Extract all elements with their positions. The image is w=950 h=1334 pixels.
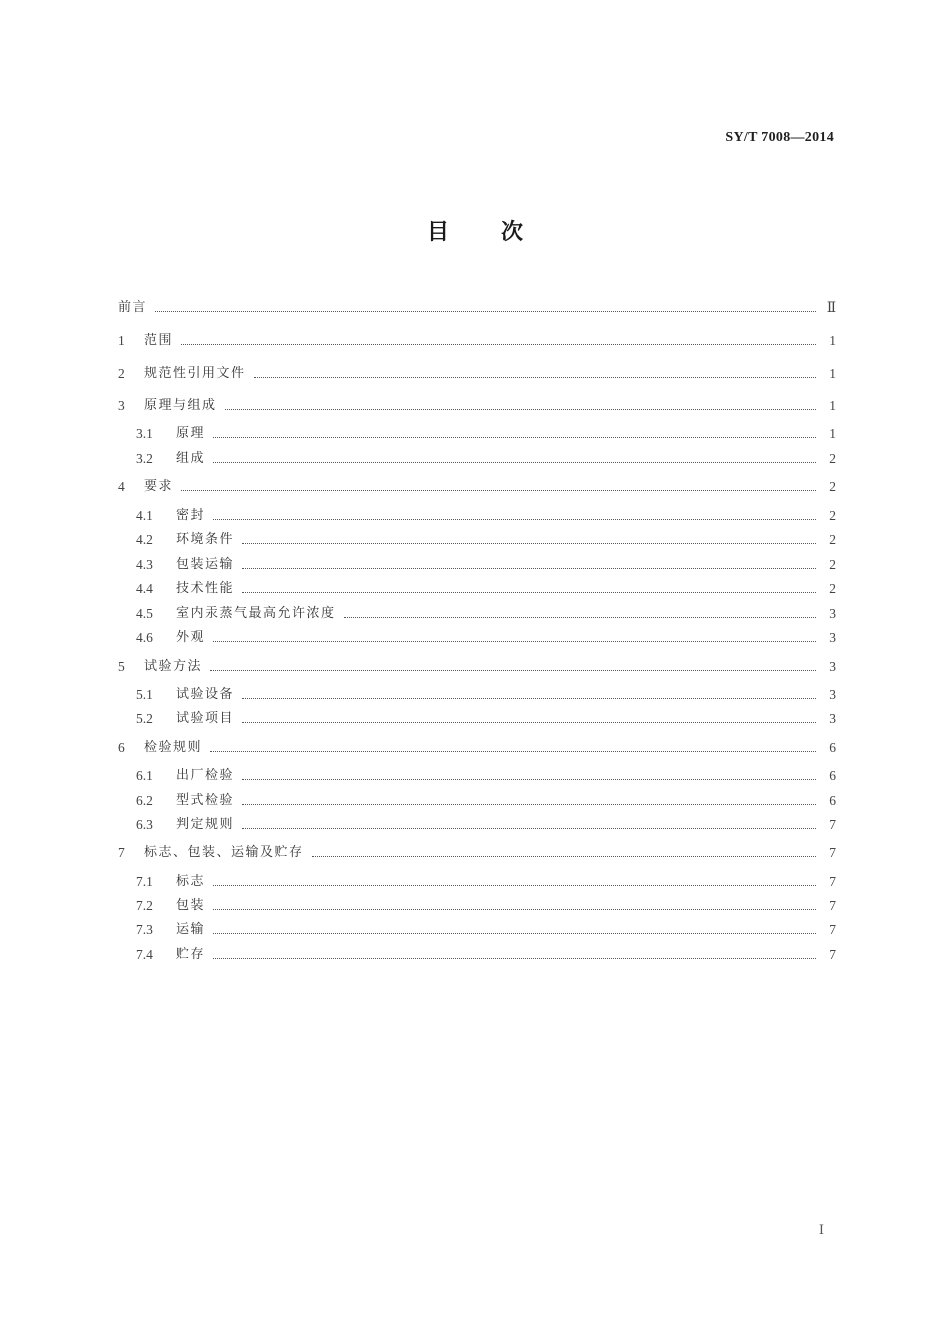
toc-entry-number: 4.1: [136, 508, 153, 523]
toc-entry-label: 检验规则: [144, 740, 203, 755]
toc-entry-page: 7: [829, 922, 836, 937]
toc-entry-label: 规范性引用文件: [144, 366, 246, 381]
toc-entry-label: 室内汞蒸气最高允许浓度: [176, 606, 336, 621]
toc-dot-leader: [213, 957, 816, 959]
toc-dot-leader: [181, 489, 816, 491]
toc-entry-page: 1: [829, 333, 836, 348]
toc-entry[interactable]: [118, 424, 836, 444]
toc-entry-label: 外观: [176, 630, 206, 645]
toc-entry-page: 3: [829, 711, 836, 726]
toc-entry-number: 3: [118, 398, 125, 413]
toc-dot-leader: [213, 640, 816, 642]
toc-entry-page: 3: [829, 630, 836, 645]
toc-entry-label: 技术性能: [176, 581, 235, 596]
toc-dot-leader: [213, 932, 816, 934]
toc-entry-label: 判定规则: [176, 817, 235, 832]
toc-entry-page: 6: [829, 740, 836, 755]
toc-entry-number: 7.3: [136, 922, 153, 937]
toc-entry-label: 标志、包装、运输及贮存: [144, 845, 304, 860]
toc-dot-leader: [242, 827, 816, 829]
toc-entry-page: 1: [829, 426, 836, 441]
toc-entry-page: 2: [829, 532, 836, 547]
toc-entry-label: 范围: [144, 333, 174, 348]
toc-entry-number: 6: [118, 740, 125, 755]
toc-dot-leader: [344, 616, 816, 618]
toc-entry-label: 原理: [176, 426, 206, 441]
toc-entry[interactable]: [118, 555, 836, 575]
toc-entry-label: 环境条件: [176, 532, 235, 547]
toc-dot-leader: [242, 778, 816, 780]
toc-entry-page: 7: [829, 947, 836, 962]
toc-entry[interactable]: [118, 604, 836, 624]
toc-entry-page: 1: [829, 398, 836, 413]
toc-entry-number: 4.6: [136, 630, 153, 645]
toc-dot-leader: [242, 591, 816, 593]
toc-entry-page: 7: [829, 874, 836, 889]
toc-entry-number: 3.1: [136, 426, 153, 441]
toc-entry-label: 要求: [144, 479, 174, 494]
toc-entry-number: 2: [118, 366, 125, 381]
toc-entry-page: 6: [829, 768, 836, 783]
toc-entry-number: 5.2: [136, 711, 153, 726]
footer-page-number: Ⅰ: [818, 1222, 824, 1237]
toc-entry-label: 标志: [176, 874, 206, 889]
toc-entry-number: 5.1: [136, 687, 153, 702]
toc-entry-number: 7.2: [136, 898, 153, 913]
toc-entry[interactable]: [118, 364, 836, 384]
toc-dot-leader: [155, 310, 816, 312]
toc-entry-number: 4.2: [136, 532, 153, 547]
toc-entry-label: 前言: [118, 300, 148, 315]
toc-entry[interactable]: [118, 298, 836, 318]
toc-entry[interactable]: [118, 530, 836, 550]
toc-entry[interactable]: [118, 791, 836, 811]
toc-dot-leader: [213, 884, 816, 886]
toc-entry-number: 4.5: [136, 606, 153, 621]
toc-dot-leader: [210, 669, 816, 671]
toc-entry[interactable]: [118, 766, 836, 786]
toc-dot-leader: [225, 408, 816, 410]
toc-entry-number: 6.1: [136, 768, 153, 783]
toc-entry-page: 7: [829, 845, 836, 860]
toc-entry-label: 试验方法: [144, 659, 203, 674]
toc-dot-leader: [181, 343, 816, 345]
toc-entry-label: 贮存: [176, 947, 206, 962]
toc-entry[interactable]: [118, 709, 836, 729]
toc-entry[interactable]: [118, 738, 836, 758]
toc-dot-leader: [213, 908, 816, 910]
toc-dot-leader: [242, 721, 816, 723]
toc-entry[interactable]: [118, 449, 836, 469]
toc-entry[interactable]: [118, 477, 836, 497]
toc-entry-number: 6.2: [136, 793, 153, 808]
toc-entry[interactable]: [118, 506, 836, 526]
toc-entry-page: 7: [829, 817, 836, 832]
toc-entry-label: 试验项目: [176, 711, 235, 726]
toc-entry[interactable]: [118, 896, 836, 916]
toc-entry-number: 6.3: [136, 817, 153, 832]
toc-entry-page: 2: [829, 479, 836, 494]
toc-entry[interactable]: [118, 396, 836, 416]
toc-entry-number: 4.3: [136, 557, 153, 572]
toc-entry-page: 2: [829, 557, 836, 572]
toc-entry-label: 型式检验: [176, 793, 235, 808]
toc-entry[interactable]: [118, 872, 836, 892]
toc-entry-number: 5: [118, 659, 125, 674]
toc-dot-leader: [213, 518, 816, 520]
toc-entry-label: 出厂检验: [176, 768, 235, 783]
toc-entry[interactable]: [118, 657, 836, 677]
toc-entry[interactable]: [118, 331, 836, 351]
toc-title-char-2: 次: [501, 220, 524, 245]
toc-entry[interactable]: [118, 920, 836, 940]
table-of-contents: [118, 0, 836, 1334]
toc-entry-number: 7: [118, 845, 125, 860]
toc-dot-leader: [312, 855, 816, 857]
toc-dot-leader: [213, 461, 816, 463]
toc-entry[interactable]: [118, 579, 836, 599]
toc-entry-label: 包装运输: [176, 557, 235, 572]
toc-entry-page: 3: [829, 687, 836, 702]
toc-entry-number: 3.2: [136, 451, 153, 466]
toc-entry-label: 组成: [176, 451, 206, 466]
toc-entry-page: 3: [829, 606, 836, 621]
toc-entry[interactable]: [118, 945, 836, 965]
toc-entry-label: 原理与组成: [144, 398, 217, 413]
toc-dot-leader: [242, 697, 816, 699]
toc-entry-label: 包装: [176, 898, 206, 913]
toc-entry[interactable]: [118, 815, 836, 835]
toc-entry-page: Ⅱ: [826, 300, 836, 315]
toc-entry-number: 1: [118, 333, 125, 348]
toc-entry-label: 运输: [176, 922, 206, 937]
toc-dot-leader: [242, 567, 816, 569]
toc-entry-label: 试验设备: [176, 687, 235, 702]
toc-dot-leader: [242, 803, 816, 805]
toc-entry[interactable]: [118, 843, 836, 863]
toc-entry-page: 7: [829, 898, 836, 913]
toc-title-char-1: 目: [426, 220, 449, 245]
toc-entry-page: 1: [829, 366, 836, 381]
toc-dot-leader: [242, 542, 816, 544]
toc-entry[interactable]: [118, 628, 836, 648]
toc-entry-page: 3: [829, 659, 836, 674]
toc-entry-page: 2: [829, 451, 836, 466]
toc-entry-number: 7.4: [136, 947, 153, 962]
toc-entry-page: 6: [829, 793, 836, 808]
toc-entry-page: 2: [829, 581, 836, 596]
toc-dot-leader: [213, 436, 816, 438]
toc-dot-leader: [254, 376, 816, 378]
toc-dot-leader: [210, 750, 816, 752]
standard-code: SY/T 7008—2014: [725, 130, 834, 145]
toc-entry-number: 7.1: [136, 874, 153, 889]
toc-entry-label: 密封: [176, 508, 206, 523]
toc-entry-number: 4: [118, 479, 125, 494]
toc-entry[interactable]: [118, 685, 836, 705]
toc-entry-page: 2: [829, 508, 836, 523]
toc-entry-number: 4.4: [136, 581, 153, 596]
